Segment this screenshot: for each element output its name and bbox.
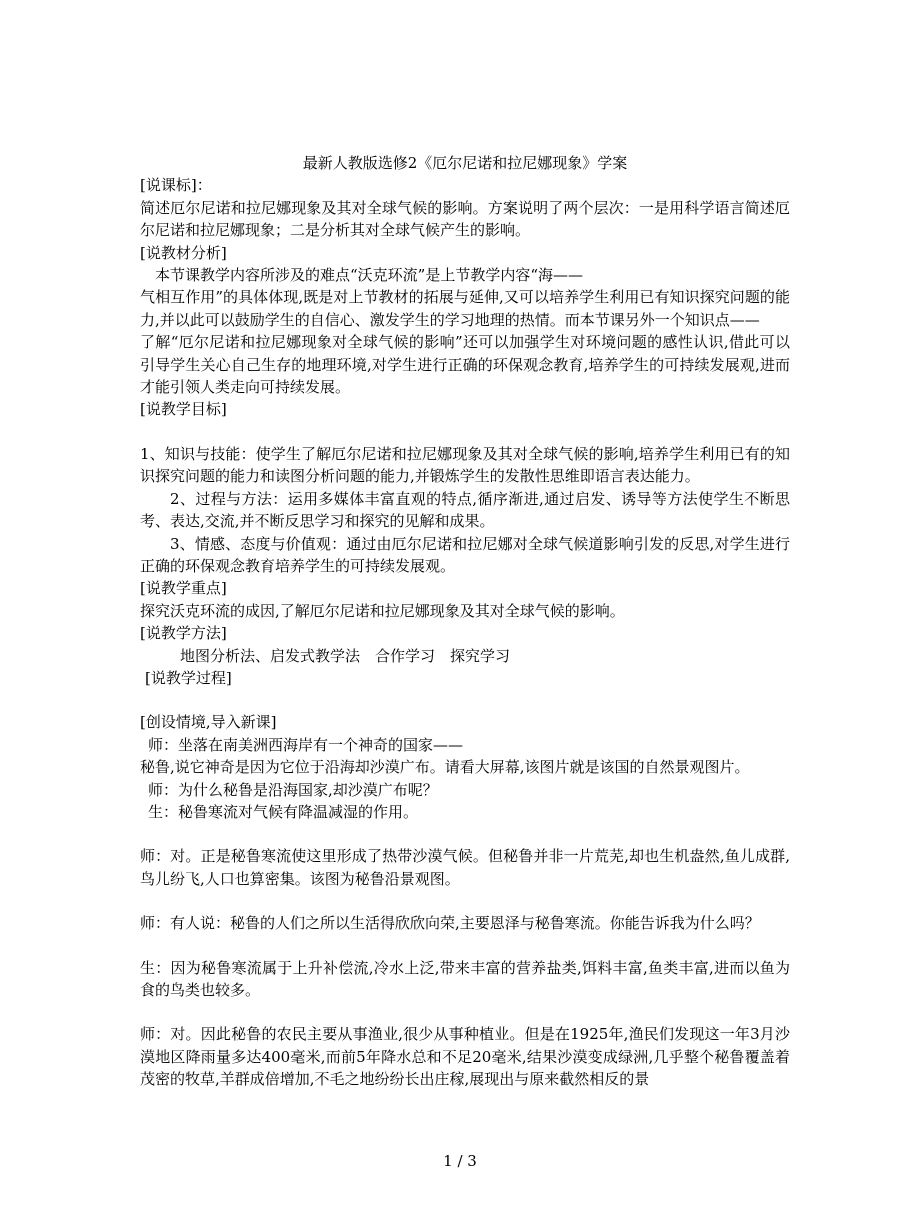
dialogue-line: 师：对。因此秘鲁的农民主要从事渔业,很少从事种植业。但是在1925年,渔民们发现这一年3月沙漠地区降雨量多达400毫米,而前5年降水总和不足20毫米,结果沙漠变成绿洲,几乎整个秘鲁覆盖着茂密的牧草,羊群成倍增加,不毛之地纷纷长出庄稼,展现出与原来截然相反的景 bbox=[140, 1025, 790, 1089]
heading-teaching-goals: [说教学目标] bbox=[140, 400, 227, 419]
dialogue-line: 师：为什么秘鲁是沿海国家,却沙漠广布呢？ bbox=[148, 780, 438, 799]
page-number: 1 / 3 bbox=[443, 1152, 477, 1170]
heading-curriculum: [说课标]： bbox=[140, 176, 212, 195]
document-title: 最新人教版选修2《厄尔尼诺和拉尼娜现象》学案 bbox=[302, 154, 628, 172]
paragraph: 本节课教学内容所涉及的难点“沃克环流”是上节教学内容“海—— bbox=[155, 266, 584, 285]
heading-teaching-process: [说教学过程] bbox=[145, 668, 232, 687]
dialogue-line: 师：有人说：秘鲁的人们之所以生活得欣欣向荣,主要恩泽与秘鲁寒流。你能告诉我为什么吗？ bbox=[140, 914, 760, 933]
heading-teaching-methods: [说教学方法] bbox=[140, 624, 227, 643]
paragraph: 简述厄尔尼诺和拉尼娜现象及其对全球气候的影响。方案说明了两个层次：一是用科学语言简述厄尔尼诺和拉尼娜现象；二是分析其对全球气候产生的影响。 bbox=[140, 198, 790, 240]
paragraph: 探究沃克环流的成因,了解厄尔尼诺和拉尼娜现象及其对全球气候的影响。 bbox=[140, 601, 625, 620]
heading-scenario: [创设情境,导入新课] bbox=[140, 713, 277, 732]
goal-item: 3、情感、态度与价值观：通过由厄尔尼诺和拉尼娜对全球气候道影响引发的反思,对学生进行正确的环保观念教育培养学生的可持续发展观。 bbox=[140, 534, 790, 575]
dialogue-line: 师：坐落在南美洲西海岸有一个神奇的国家—— bbox=[148, 735, 464, 754]
paragraph: 了解“厄尔尼诺和拉尼娜现象对全球气候的影响”还可以加强学生对环境问题的感性认识,借此可以引导学生关心自己生存的地理环境,对学生进行正确的环保观念教育,培养学生的可持续发展观,进而才能引领人类走向可持续发展。 bbox=[140, 333, 790, 397]
paragraph: 气相互作用”的具体体现,既是对上节教材的拓展与延伸,又可以培养学生利用已有知识探究问题的能力,并以此可以鼓励学生的自信心、激发学生的学习地理的热情。而本节课另外一个知识点—— bbox=[140, 288, 790, 329]
goal-item: 2、过程与方法：运用多媒体丰富直观的特点,循序渐进,通过启发、诱导等方法使学生不断思考、表达,交流,并不断反思学习和探究的见解和成果。 bbox=[140, 489, 790, 531]
document-body bbox=[140, 152, 790, 1091]
dialogue-line: 生：秘鲁寒流对气候有降温减湿的作用。 bbox=[148, 802, 419, 821]
goal-item: 1、知识与技能：使学生了解厄尔尼诺和拉尼娜现象及其对全球气候的影响,培养学生利用已有的知识探究问题的能力和读图分析问题的能力,并锻炼学生的发散性思维即语言表达能力。 bbox=[140, 444, 790, 486]
dialogue-line: 生：因为秘鲁寒流属于上升补偿流,冷水上泛,带来丰富的营养盐类,饵料丰富,鱼类丰富,进而以鱼为食的鸟类也较多。 bbox=[140, 958, 790, 999]
dialogue-line: 师：对。正是秘鲁寒流使这里形成了热带沙漠气候。但秘鲁并非一片荒芜,却也生机盎然,鱼儿成群,鸟儿纷飞,人口也算密集。该图为秘鲁沿景观图。 bbox=[140, 847, 790, 888]
paragraph: 地图分析法、启发式教学法 合作学习 探究学习 bbox=[180, 646, 511, 665]
heading-textbook-analysis: [说教材分析] bbox=[140, 243, 227, 262]
heading-key-points: [说教学重点] bbox=[140, 579, 227, 598]
dialogue-line: 秘鲁,说它神奇是因为它位于沿海却沙漠广布。请看大屏幕,该图片就是该国的自然景观图片。 bbox=[140, 758, 750, 777]
